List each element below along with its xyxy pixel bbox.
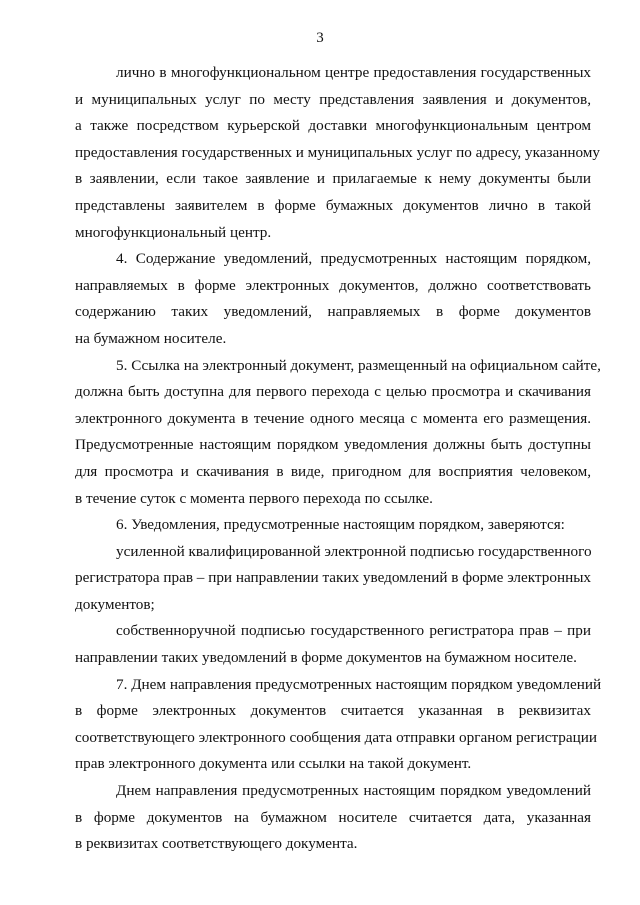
document-body <box>75 60 602 858</box>
page-number: 3 <box>316 30 324 46</box>
text-line: 6. Уведомления, предусмотренные настоящим порядком, заверяются: <box>116 516 565 534</box>
text-line: представлены заявителем в форме бумажных документов лично в такой <box>75 196 591 214</box>
text-line: и муниципальных услуг по месту представления заявления и документов, <box>75 90 591 108</box>
text-line: в форме электронных документов считается указанная в реквизитах <box>75 702 591 720</box>
text-line: в реквизитах соответствующего документа. <box>75 835 358 853</box>
text-line: лично в многофункциональном центре предоставления государственных <box>116 64 591 81</box>
text-line: направлении таких уведомлений в форме документов на бумажном носителе. <box>75 649 577 667</box>
text-line: на бумажном носителе. <box>75 329 227 347</box>
text-line: Днем направления предусмотренных настоящим порядком уведомлений <box>116 782 591 800</box>
text-line: содержанию таких уведомлений, направляемых в форме документов <box>75 303 591 321</box>
text-line: 4. Содержание уведомлений, предусмотренных настоящим порядком, <box>116 250 591 268</box>
paragraph <box>75 246 591 352</box>
text-line: прав электронного документа или ссылки на такой документ. <box>75 755 472 773</box>
text-line: а также посредством курьерской доставки многофункциональным центром <box>75 117 591 135</box>
text-line: усиленной квалифицированной электронной подписью государственного <box>116 542 592 560</box>
paragraph <box>75 353 601 513</box>
text-line: в заявлении, если такое заявление и прилагаемые к нему документы были <box>75 170 591 188</box>
paragraph <box>75 618 591 671</box>
text-line: 7. Днем направления предусмотренных настоящим порядком уведомлений <box>116 675 602 693</box>
text-line: в течение суток с момента первого перехода по ссылке. <box>75 489 433 507</box>
paragraph <box>75 512 591 539</box>
text-line: соответствующего электронного сообщения дата отправки органом регистрации <box>75 728 598 746</box>
text-line: документов; <box>75 595 155 613</box>
paragraph <box>75 672 602 778</box>
text-line: направляемых в форме электронных документов, должно соответствовать <box>75 276 591 294</box>
text-line: электронного документа в течение одного месяца с момента его размещения. <box>75 409 591 427</box>
text-line: в форме документов на бумажном носителе считается дата, указанная <box>75 808 591 826</box>
text-line: многофункциональный центр. <box>75 223 272 241</box>
paragraph <box>75 60 601 246</box>
text-line: собственноручной подписью государственного регистратора прав – при <box>116 622 591 640</box>
text-line: должна быть доступна для первого перехода с целью просмотра и скачивания <box>75 383 591 401</box>
paragraph <box>75 539 591 619</box>
text-line: предоставления государственных и муниципальных услуг по адресу, указанному <box>75 143 601 161</box>
text-line: Предусмотренные настоящим порядком уведомления должны быть доступны <box>75 436 591 454</box>
text-line: регистратора прав – при направлении таких уведомлений в форме электронных <box>75 569 591 587</box>
text-line: 5. Ссылка на электронный документ, размещенный на официальном сайте, <box>116 356 601 374</box>
paragraph <box>75 778 591 858</box>
text-line: для просмотра и скачивания в виде, пригодном для восприятия человеком, <box>75 462 591 480</box>
